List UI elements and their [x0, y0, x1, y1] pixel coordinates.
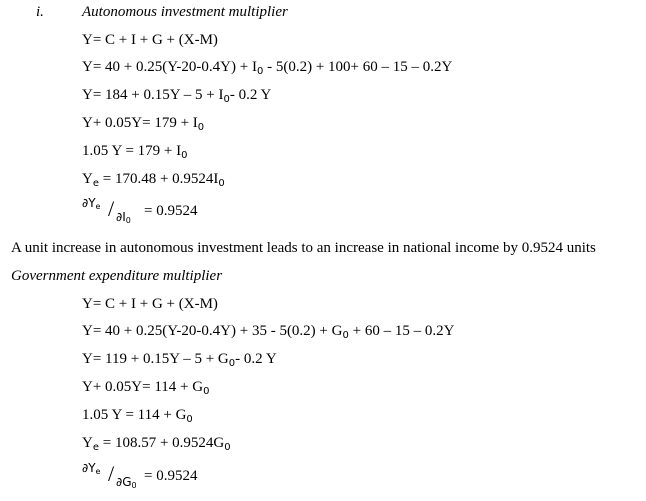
derivative-denominator: $\partial I_0$ — [116, 210, 131, 225]
section-title: Autonomous investment multiplier — [82, 4, 288, 20]
gov-eq-5: 1.05 $Y = 114 + G_0$ — [82, 407, 193, 425]
derivative-denominator: $\partial G_0$ — [116, 475, 137, 490]
derivative-value: = 0.9524 — [144, 468, 198, 484]
fraction-slash: / — [108, 196, 115, 221]
conclusion-text: A unit increase in autonomous investment leads to an increase in national income by 0.9524 units — [11, 240, 596, 256]
section-numeral: i. — [36, 4, 44, 20]
derivative-numerator: $\partial Y_e$ — [82, 196, 101, 211]
gov-eq-4: $Y+ 0.05Y= 114 + G_0$ — [82, 379, 210, 397]
investment-eq-2: $Y= 40 + 0.25(Y-20-0.4Y) + I_0 - 5(0.2) + 100+ 60 - 15 - 0.2Y$ — [82, 59, 453, 77]
fraction-slash: / — [108, 461, 115, 486]
investment-eq-5: 1.05 $Y = 179 + I_0$ — [82, 143, 188, 161]
gov-eq-6: $Y_e = 108.57 + 0.9524G_0$ — [82, 435, 231, 453]
derivative-value: = 0.9524 — [144, 203, 198, 219]
investment-eq-1: Y= C + I + G + (X-M) — [82, 32, 218, 48]
gov-eq-3: $Y= 119 + 0.15Y - 5 + G_0-$ 0.2 Y — [82, 351, 277, 369]
investment-eq-3: $Y= 184 + 0.15Y - 5 + I_0-$ 0.2 Y — [82, 87, 272, 105]
gov-eq-1: Y= C + I + G + (X-M) — [82, 296, 218, 312]
investment-eq-4: $Y+ 0.05Y= 179 + I_0$ — [82, 115, 205, 133]
gov-eq-2: $Y= 40 + 0.25(Y-20-0.4Y) + 35 - 5(0.2) + G_0 + 60 - 15 - 0.2Y$ — [82, 323, 455, 341]
derivative-numerator: $\partial Y_e$ — [82, 461, 101, 476]
investment-eq-6: $Y_e = 170.48 + 0.9524I_0$ — [82, 171, 225, 189]
gov-section-title: Government expenditure multiplier — [11, 268, 223, 284]
